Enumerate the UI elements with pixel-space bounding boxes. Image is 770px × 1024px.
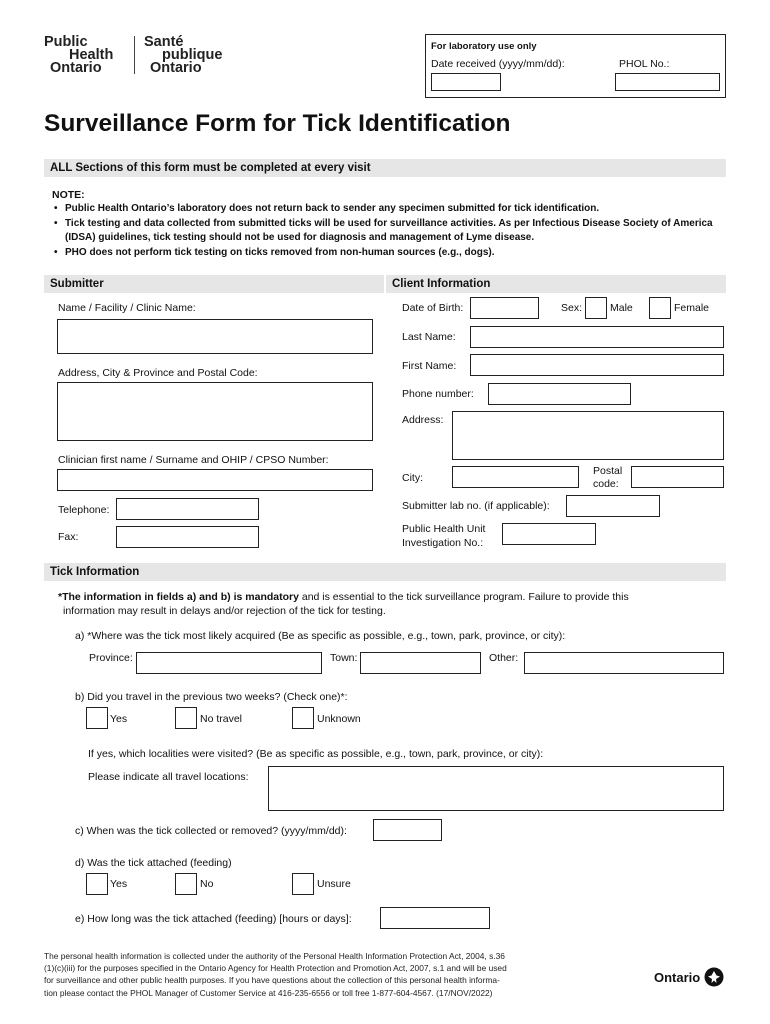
lab-use-heading: For laboratory use only <box>431 41 537 52</box>
privacy-footer <box>44 950 614 999</box>
note-item: • Tick testing and data collected from submitted ticks will be used for surveillance activities. As per Infectious Disease Society of America (IDSA) guidelines, tick testing should not be used for diagnosis and management of Lyme disease. <box>52 217 722 246</box>
attached-yes-checkbox[interactable] <box>86 873 108 895</box>
logo-en-line3: Ontario <box>50 60 102 76</box>
travel-locations-label: Please indicate all travel locations: <box>88 771 249 783</box>
logo-en-line2: Health <box>69 47 114 63</box>
question-c: c) When was the tick collected or removed? (yyyy/mm/dd): <box>75 825 347 837</box>
telephone-field[interactable] <box>116 498 259 520</box>
submitter-lab-no-label: Submitter lab no. (if applicable): <box>402 500 550 512</box>
phone-number-field[interactable] <box>488 383 631 405</box>
phu-investigation-field[interactable] <box>502 523 596 545</box>
postal-label-line1: Postal <box>593 465 623 477</box>
logo-divider <box>134 36 135 74</box>
note-block <box>52 188 722 260</box>
sections-banner: ALL Sections of this form must be completed at every visit <box>44 159 726 177</box>
attached-no-checkbox[interactable] <box>175 873 197 895</box>
postal-code-label <box>593 465 622 491</box>
name-facility-label: Name / Facility / Clinic Name: <box>58 302 196 314</box>
date-received-label: Date received (yyyy/mm/dd): <box>431 58 565 70</box>
phone-number-label: Phone number: <box>402 388 474 400</box>
sex-male-checkbox[interactable] <box>585 297 607 319</box>
sex-label: Sex: <box>561 302 583 314</box>
note-label: NOTE: <box>52 189 85 201</box>
mandatory-rest-1: and is essential to the tick surveillance program. Failure to provide this <box>298 591 629 603</box>
sex-female-label: Female <box>674 302 710 314</box>
travel-no-label: No travel <box>200 713 243 725</box>
footer-line: (1)(c)(iii) for the purposes specified in the Ontario Agency for Health Protection and Promotion Act, 2007, s.1 and will be used <box>44 963 507 974</box>
footer-line: for surveillance and other public health purposes. If you have questions about the collection of this personal health informa- <box>44 975 500 986</box>
submitter-lab-no-field[interactable] <box>566 495 660 517</box>
question-a: a) *Where was the tick most likely acquired (Be as specific as possible, e.g., town, park, province, or city): <box>75 630 566 642</box>
travel-no-checkbox[interactable] <box>175 707 197 729</box>
if-yes-localities: If yes, which localities were visited? (Be as specific as possible, e.g., town, park, province, or city): <box>88 748 544 760</box>
phu-label-line2: Investigation No.: <box>402 537 484 549</box>
mandatory-notice <box>58 591 728 618</box>
logo-fr-line1: Santé <box>144 34 184 50</box>
city-label: City: <box>402 472 423 484</box>
travel-unknown-label: Unknown <box>317 713 361 725</box>
travel-locations-field[interactable] <box>268 766 724 811</box>
page-title: Surveillance Form for Tick Identification <box>44 110 511 137</box>
town-label: Town: <box>330 652 358 664</box>
client-info-heading: Client Information <box>386 275 726 293</box>
trillium-icon <box>704 967 724 987</box>
attached-yes-label: Yes <box>110 878 128 890</box>
travel-yes-label: Yes <box>110 713 128 725</box>
phu-label-line1: Public Health Unit <box>402 523 486 535</box>
logo-fr-line3: Ontario <box>150 60 202 76</box>
clinician-field[interactable] <box>57 469 373 491</box>
note-item: • PHO does not perform tick testing on ticks removed from non-human sources (e.g., dogs). <box>52 246 722 261</box>
client-address-label: Address: <box>402 414 444 426</box>
pho-logo <box>44 36 244 76</box>
address-field[interactable] <box>57 382 373 441</box>
last-name-label: Last Name: <box>402 331 456 343</box>
first-name-label: First Name: <box>402 360 457 372</box>
name-facility-field[interactable] <box>57 319 373 354</box>
question-d: d) Was the tick attached (feeding) <box>75 857 232 869</box>
logo-en-line1: Public <box>44 34 88 50</box>
postal-code-field[interactable] <box>631 466 724 488</box>
telephone-label: Telephone: <box>58 504 110 516</box>
town-field[interactable] <box>360 652 481 674</box>
question-e: e) How long was the tick attached (feeding) [hours or days]: <box>75 913 352 925</box>
mandatory-bold: *The information in fields a) and b) is mandatory <box>58 591 299 603</box>
phol-no-field[interactable] <box>615 73 720 91</box>
travel-yes-checkbox[interactable] <box>86 707 108 729</box>
attached-unsure-checkbox[interactable] <box>292 873 314 895</box>
question-b: b) Did you travel in the previous two weeks? (Check one)*: <box>75 691 348 703</box>
footer-line: The personal health information is collected under the authority of the Personal Health Information Protection Act, 2004, s.36 <box>44 951 505 961</box>
lab-use-box <box>425 34 726 98</box>
city-field[interactable] <box>452 466 579 488</box>
note-list <box>52 202 722 260</box>
mandatory-rest-2: information may result in delays and/or rejection of the tick for testing. <box>63 604 386 617</box>
address-label: Address, City & Province and Postal Code: <box>58 367 258 379</box>
last-name-field[interactable] <box>470 326 724 348</box>
sex-male-label: Male <box>610 302 633 314</box>
phu-investigation-label <box>402 522 485 550</box>
other-label: Other: <box>489 652 519 664</box>
client-address-field[interactable] <box>452 411 724 460</box>
footer-line: tion please contact the PHOL Manager of Customer Service at 416-235-6556 or toll free 1-877-604-4567. (17/NOV/2022) <box>44 987 493 998</box>
submitter-heading: Submitter <box>44 275 384 293</box>
attached-unsure-label: Unsure <box>317 878 351 890</box>
phol-no-label: PHOL No.: <box>619 58 670 70</box>
clinician-label: Clinician first name / Surname and OHIP / CPSO Number: <box>58 454 329 466</box>
ontario-logo <box>654 966 724 988</box>
attached-duration-field[interactable] <box>380 907 490 929</box>
dob-field[interactable] <box>470 297 539 319</box>
attached-no-label: No <box>200 878 214 890</box>
dob-label: Date of Birth: <box>402 302 464 314</box>
tick-info-heading: Tick Information <box>44 563 726 581</box>
first-name-field[interactable] <box>470 354 724 376</box>
logo-fr-line2: publique <box>162 47 223 63</box>
province-label: Province: <box>89 652 133 664</box>
province-field[interactable] <box>136 652 322 674</box>
fax-field[interactable] <box>116 526 259 548</box>
date-received-field[interactable] <box>431 73 501 91</box>
note-item: • Public Health Ontario’s laboratory does not return back to sender any specimen submitted for tick identification. <box>52 202 722 217</box>
postal-label-line2: code: <box>593 478 619 490</box>
sex-female-checkbox[interactable] <box>649 297 671 319</box>
other-field[interactable] <box>524 652 724 674</box>
fax-label: Fax: <box>58 531 79 543</box>
travel-unknown-checkbox[interactable] <box>292 707 314 729</box>
ontario-logo-text: Ontario <box>654 969 701 985</box>
collected-date-field[interactable] <box>373 819 442 841</box>
